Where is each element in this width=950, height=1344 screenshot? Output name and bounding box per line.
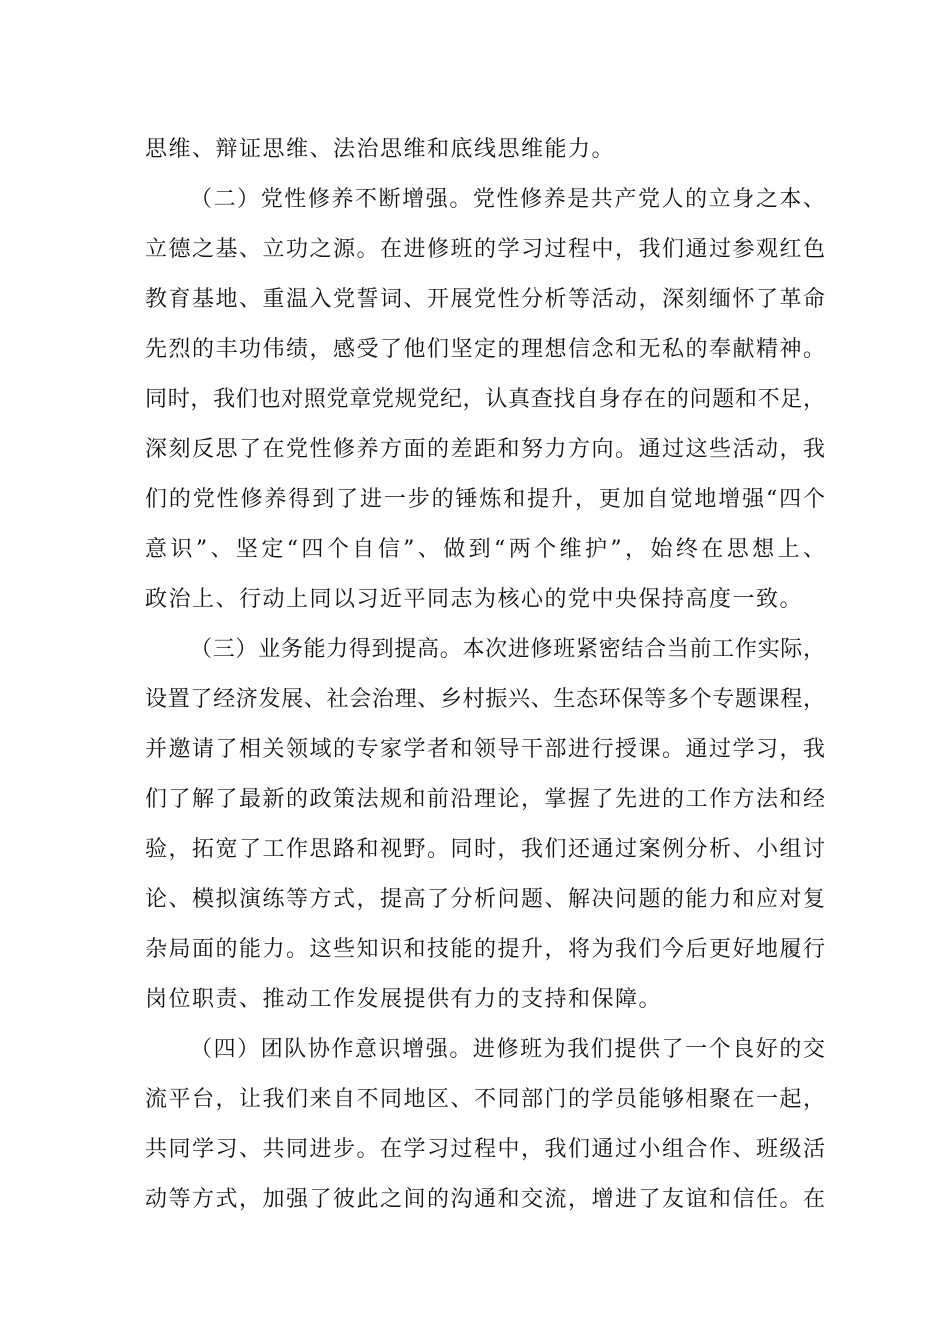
text-line: 杂局面的能力。这些知识和技能的提升，将为我们今后更好地履行 — [145, 937, 825, 962]
section-heading-line: （四）团队协作意识增强。进修班为我们提供了一个良好的交 — [190, 1037, 825, 1062]
text-line: 流平台，让我们来自不同地区、不同部门的学员能够相聚在一起， — [145, 1087, 825, 1112]
text-line: 并邀请了相关领域的专家学者和领导干部进行授课。通过学习，我 — [145, 737, 825, 762]
text-line: 共同学习、共同进步。在学习过程中，我们通过小组合作、班级活 — [145, 1137, 825, 1162]
text-line: 深刻反思了在党性修养方面的差距和努力方向。通过这些活动，我 — [145, 437, 825, 462]
text-line: 政治上、行动上同以习近平同志为核心的党中央保持高度一致。 — [145, 587, 804, 612]
section-heading-line: （三）业务能力得到提高。本次进修班紧密结合当前工作实际， — [190, 637, 825, 662]
text-line: 同时，我们也对照党章党规党纪，认真查找自身存在的问题和不足， — [145, 387, 825, 412]
text-line: 动等方式，加强了彼此之间的沟通和交流，增进了友谊和信任。在 — [145, 1187, 825, 1212]
text-line: 教育基地、重温入党誓词、开展党性分析等活动，深刻缅怀了革命 — [145, 287, 825, 312]
text-line: 们了解了最新的政策法规和前沿理论，掌握了先进的工作方法和经 — [145, 787, 825, 812]
text-line: 意识”、坚定“四个自信”、做到“两个维护”，始终在思想上、 — [145, 537, 825, 562]
text-line: 先烈的丰功伟绩，感受了他们坚定的理想信念和无私的奉献精神。 — [145, 337, 825, 362]
text-line: 岗位职责、推动工作发展提供有力的支持和保障。 — [145, 987, 663, 1012]
text-line: 论、模拟演练等方式，提高了分析问题、解决问题的能力和应对复 — [145, 887, 825, 912]
text-line: 们的党性修养得到了进一步的锤炼和提升，更加自觉地增强“四个 — [145, 487, 825, 512]
text-line: 立德之基、立功之源。在进修班的学习过程中，我们通过参观红色 — [145, 237, 825, 262]
section-heading-line: （二）党性修养不断增强。党性修养是共产党人的立身之本、 — [190, 187, 825, 212]
text-line: 设置了经济发展、社会治理、乡村振兴、生态环保等多个专题课程， — [145, 687, 825, 712]
text-line: 验，拓宽了工作思路和视野。同时，我们还通过案例分析、小组讨 — [145, 837, 825, 862]
text-line: 思维、辩证思维、法治思维和底线思维能力。 — [145, 137, 616, 162]
